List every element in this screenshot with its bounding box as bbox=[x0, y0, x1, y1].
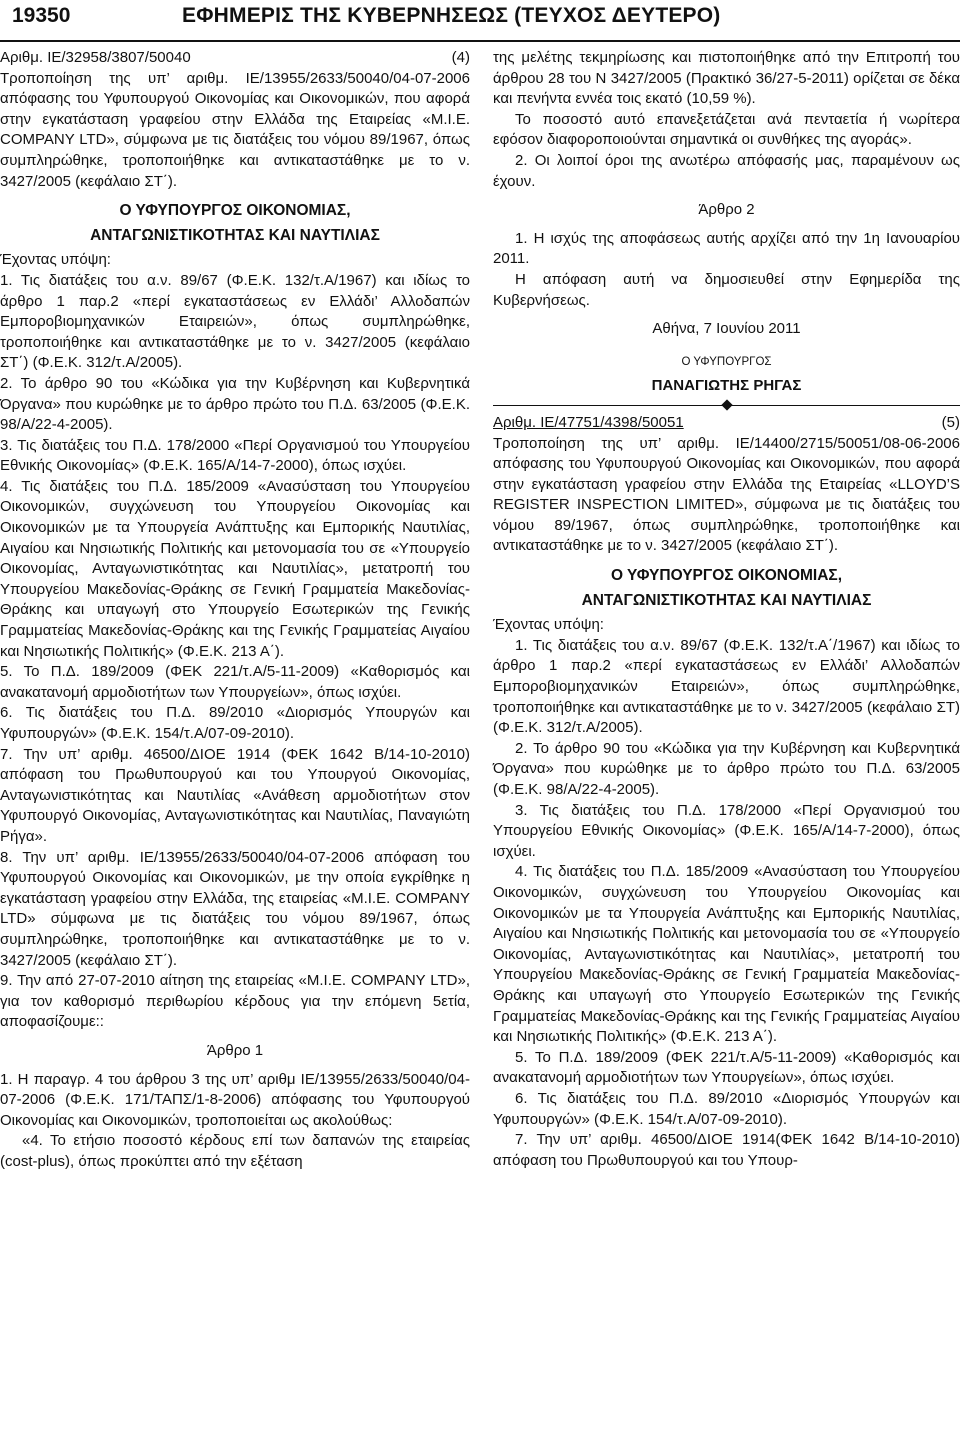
decision-ref-number: (4) bbox=[451, 49, 470, 66]
article-2-paragraph-2: Η απόφαση αυτή να δημοσιευθεί στην Εφημερίδα της Κυβερνήσεως. bbox=[493, 270, 960, 309]
minister-heading-line-1: Ο ΥΦΥΠΟΥΡΓΟΣ ΟΙΚΟΝΟΜΙΑΣ, bbox=[610, 567, 843, 585]
signer-title: Ο ΥΦΥΠΟΥΡΓΟΣ bbox=[681, 355, 772, 368]
consideration-7: 7. Την υπ’ αριθμ. 46500/ΔΙΟΕ 1914(ΦΕΚ 1642 Β/14-10-2010) απόφαση του Πρωθυπουργού και του Υπουρ- bbox=[493, 1131, 960, 1169]
decision-ref-5 bbox=[493, 413, 960, 434]
having-regard: Έχοντας υπόψη: bbox=[0, 251, 111, 269]
minister-heading-line-2: ΑΝΤΑΓΩΝΙΣΤΙΚΟΤΗΤΑΣ ΚΑΙ ΝΑΥΤΙΛΙΑΣ bbox=[581, 591, 872, 609]
page-number: 19350 bbox=[12, 4, 71, 27]
section-divider bbox=[493, 397, 960, 413]
article-1-paragraph-1: 1. Η παραγρ. 4 του άρθρου 3 της υπ’ αριθμ ΙΕ/13955/2633/50040/04-07-2006 (Φ.Ε.Κ. 171/ΤΑΠΣ/1-8-2006) απόφασης του Υφυπουργού Οικονομίας και Οικονομικών, τροποποιείται ως ακολούθως: bbox=[0, 1070, 470, 1129]
article-1-heading: Άρθρο 1 bbox=[206, 1041, 264, 1059]
continuation-other-terms: 2. Οι λοιποί όροι της ανωτέρω απόφασής μας, παραμένουν ως έχουν. bbox=[493, 151, 960, 190]
decision-ref-id: Αριθμ. ΙΕ/32958/3807/50040 bbox=[0, 49, 191, 66]
consideration-2: 2. Το άρθρο 90 του «Κώδικα για την Κυβέρνηση και Κυβερνητικά Όργανα» που κυρώθηκε με το άρθρο πρώτο του Π.Δ. 63/2005 (Φ.Ε.Κ. 98/Α/22-4-2005). bbox=[493, 739, 960, 798]
article-1-paragraph-2: «4. Το ετήσιο ποσοστό κέρδους επί των δαπανών της εταιρείας (cost-plus), όπως προκύπτει από την εξέταση bbox=[0, 1132, 470, 1170]
decision-ref-4 bbox=[0, 48, 470, 69]
consideration-9: 9. Την από 27-07-2010 αίτηση της εταιρείας «M.I.E. COMPANY LTD», για τον καθορισμό περιθωρίου κέρδους για την επόμενη 5ετία, αποφασίζουμε:: bbox=[0, 972, 470, 1031]
decision-title: Τροποποίηση της υπ’ αριθμ. ΙΕ/13955/2633/50040/04-07-2006 απόφασης του Υφυπουργού Οικονομίας και Οικονομικών, που αφορά στην εγκατάσταση γραφείου στην Ελλάδα της Εταιρείας «M.I.E. COMPANY LTD», σύμφωνα με τις διατάξεις του νόμου 89/1967, όπως συμπληρώθηκε, τροποποιήθηκε και αντικαταστάθηκε με το ν. 3427/2005 (κεφάλαιο ΣΤ΄). bbox=[0, 69, 470, 190]
minister-heading-line-2: ΑΝΤΑΓΩΝΙΣΤΙΚΟΤΗΤΑΣ ΚΑΙ ΝΑΥΤΙΛΙΑΣ bbox=[90, 226, 380, 244]
consideration-5: 5. Το Π.Δ. 189/2009 (ΦΕΚ 221/τ.Α/5-11-2009) «Καθορισμός και ανακατανομή αρμοδιοτήτων των Υπουργείων», όπως ισχύει. bbox=[493, 1048, 960, 1087]
consideration-6: 6. Τις διατάξεις του Π.Δ. 89/2010 «Διορισμός Υπουργών και Υφυπουργών» (Φ.Ε.Κ. 154/τ.Α/07-09-2010). bbox=[493, 1089, 960, 1128]
place-date: Αθήνα, 7 Ιουνίου 2011 bbox=[652, 320, 801, 338]
consideration-2: 2. Το άρθρο 90 του «Κώδικα για την Κυβέρνηση και Κυβερνητικά Όργανα» που κυρώθηκε με το άρθρο πρώτο του Π.Δ. 63/2005 (Φ.Ε.Κ. 98/Α/22-4-2005). bbox=[0, 374, 470, 434]
consideration-7: 7. Την υπ’ αριθμ. 46500/ΔΙΟΕ 1914 (ΦΕΚ 1642 Β/14-10-2010) απόφαση του Πρωθυπουργού και του Υπουργού Οικονομίας, Ανταγωνιστικότητας και Ναυτιλίας «Ανάθεση αρμοδιοτήτων στον Υφυπουργό Οικονομίας, Ανταγωνιστικότητας και Ναυτιλίας, Παναγιώτη Ρήγα». bbox=[0, 745, 470, 845]
consideration-4: 4. Τις διατάξεις του Π.Δ. 185/2009 «Ανασύσταση του Υπουργείου Οικονομικών, συγχώνευση του Υπουργείου Οικονομίας και Οικονομικών με τα Υπουργεία Ανάπτυξης και Εμπορικής Ναυτιλίας, Αιγαίου και Νησιωτικής Πολιτικής και μετονομασία του σε «Υπουργείο Οικονομίας, Ανταγωνιστικότητας και Ναυτιλίας», μετατροπή του Υπουργείου Μακεδονίας-Θράκης σε Γενική Γραμματεία Μακεδονίας-Θράκης και υπαγωγή στο Υπουργείο Εσωτερικών της Γενικής Γραμματείας Μακεδονίας-Θράκης και της Γενικής Γραμματείας Αιγαίου και Νησιωτικής Πολιτικής» (Φ.Ε.Κ. 213 Α΄). bbox=[493, 863, 960, 1046]
article-2-paragraph-1: 1. Η ισχύς της αποφάσεως αυτής αρχίζει από την 1η Ιανουαρίου 2011. bbox=[493, 229, 960, 268]
decision-ref-number: (5) bbox=[941, 413, 960, 431]
having-regard: Έχοντας υπόψη: bbox=[493, 616, 604, 634]
signer-name: ΠΑΝΑΓΙΩΤΗΣ ΡΗΓΑΣ bbox=[651, 377, 802, 395]
continuation-text: της μελέτης τεκμηρίωσης και πιστοποιήθηκε από την Επιτροπή του άρθρου 28 του Ν 3427/2005 (Πρακτικό 36/27-5-2011) ορίζεται σε δέκα και πενήντα εννέα τοις εκατό (10,59 %). bbox=[493, 49, 960, 108]
continuation-review: Το ποσοστό αυτό επανεξετάζεται ανά πενταετία ή νωρίτερα εφόσον διαφοροποιούνται σημαντικά οι συνθήκες της αγοράς». bbox=[493, 110, 960, 149]
consideration-4: 4. Τις διατάξεις του Π.Δ. 185/2009 «Ανασύσταση του Υπουργείου Οικονομικών, συγχώνευση του Υπουργείου Οικονομίας και Οικονομικών με τα Υπουργεία Ανάπτυξης και Εμπορικής Ναυτιλίας, Αιγαίου και Νησιωτικής Πολιτικής και μετονομασία του σε «Υπουργείο Οικονομίας, Ανταγωνιστικότητας και Ναυτιλίας», μετατροπή του Υπουργείου Μακεδονίας-Θράκης σε Γενική Γραμματεία Μακεδονίας-Θράκης και υπαγωγή στο Υπουργείο Εσωτερικών της Γενικής Γραμματείας Μακεδονίας-Θράκης και της Γενικής Γραμματείας Αιγαίου και Νησιωτικής Πολιτικής» (Φ.Ε.Κ. 213 Α΄). bbox=[0, 477, 470, 660]
consideration-8: 8. Την υπ’ αριθμ. ΙΕ/13955/2633/50040/04-07-2006 απόφαση του Υφυπουργού Οικονομίας και Οικονομικών, με την οποία εγκρίθηκε η εγκατάσταση γραφείου στην Ελλάδα, της εταιρείας «M.I.E. COMPANY LTD» σύμφωνα με τις διατάξεις του νόμου 89/1967, όπως συμπληρώθηκε, τροποποιήθηκε και αντικαταστάθηκε με το ν. 3427/2005 (κεφάλαιο ΣΤ΄). bbox=[0, 848, 470, 969]
article-2-heading: Άρθρο 2 bbox=[698, 201, 755, 219]
decision-title: Τροποποίηση της υπ’ αριθμ. ΙΕ/14400/2715/50051/08-06-2006 απόφασης του Υφυπουργού Οικονομίας και Οικονομικών, που αφορά στην εγκατάσταση γραφείου στην Ελλάδα της Εταιρείας «LLOYD’S REGISTER INSPECTION LIMITED», σύμφωνα με τις διατάξεις του νόμου 89/1967, όπως συμπληρώθηκε, τροποποιήθηκε και αντικαταστάθηκε με το ν. 3427/2005 (κεφάλαιο ΣΤ΄). bbox=[493, 434, 960, 555]
consideration-1: 1. Τις διατάξεις του α.ν. 89/67 (Φ.Ε.Κ. 132/τ.Α/1967) και ιδίως το άρθρο 1 παρ.2 «περί εγκαταστάσεως εν Ελλάδι’ Αλλοδαπών Εμπορoβιομηχανικών Εταιρειών», όπως συμπληρώθηκε, τροποποιήθηκε και αντικαταστάθηκε με το ν. 3427/2005 (κεφάλαιο ΣΤ΄) (Φ.Ε.Κ. 312/τ.Α/2005). bbox=[0, 271, 470, 372]
journal-title: ΕΦΗΜΕΡΙΣ ΤΗΣ ΚΥΒΕΡΝΗΣΕΩΣ (ΤΕΥΧΟΣ ΔΕΥΤΕΡΟ) bbox=[182, 4, 721, 27]
right-column bbox=[493, 48, 960, 1171]
consideration-3: 3. Τις διατάξεις του Π.Δ. 178/2000 «Περί Οργανισμού του Υπουργείου Εθνικής Οικονομίας» (Φ.Ε.Κ. 165/Α/14-7-2000), όπως ισχύει. bbox=[493, 801, 960, 860]
consideration-5: 5. Το Π.Δ. 189/2009 (ΦΕΚ 221/τ.Α/5-11-2009) «Καθορισμός και ανακατανομή αρμοδιοτήτων των Υπουργείων», όπως ισχύει. bbox=[0, 663, 470, 701]
diamond-icon bbox=[721, 399, 732, 410]
decision-ref-id: Αριθμ. ΙΕ/47751/4398/50051 bbox=[493, 413, 684, 431]
header-rule bbox=[0, 40, 960, 42]
minister-heading-line-1: Ο ΥΦΥΠΟΥΡΓΟΣ ΟΙΚΟΝΟΜΙΑΣ, bbox=[119, 202, 351, 220]
consideration-1: 1. Τις διατάξεις του α.ν. 89/67 (Φ.Ε.Κ. 132/τ.Α΄/1967) και ιδίως το άρθρο 1 παρ.2 «περί εγκαταστάσεως εν Ελλάδι’ Αλλοδαπών Εμπορoβιομηχανικών Εταιρειών», όπως συμπληρώθηκε, τροποποιήθηκε και αντικαταστάθηκε με το ν. 3427/2005 (κεφάλαιο ΣΤ) (Φ.Ε.Κ. 312/τ.Α/2005). bbox=[493, 636, 960, 737]
consideration-6: 6. Τις διατάξεις του Π.Δ. 89/2010 «Διορισμός Υπουργών και Υφυπουργών» (Φ.Ε.Κ. 154/τ.Α/07-09-2010). bbox=[0, 704, 470, 742]
page-header bbox=[0, 4, 960, 44]
left-column bbox=[0, 48, 470, 1172]
consideration-3: 3. Τις διατάξεις του Π.Δ. 178/2000 «Περί Οργανισμού του Υπουργείου Εθνικής Οικονομίας» (Φ.Ε.Κ. 165/Α/14-7-2000), όπως ισχύει. bbox=[0, 436, 470, 475]
